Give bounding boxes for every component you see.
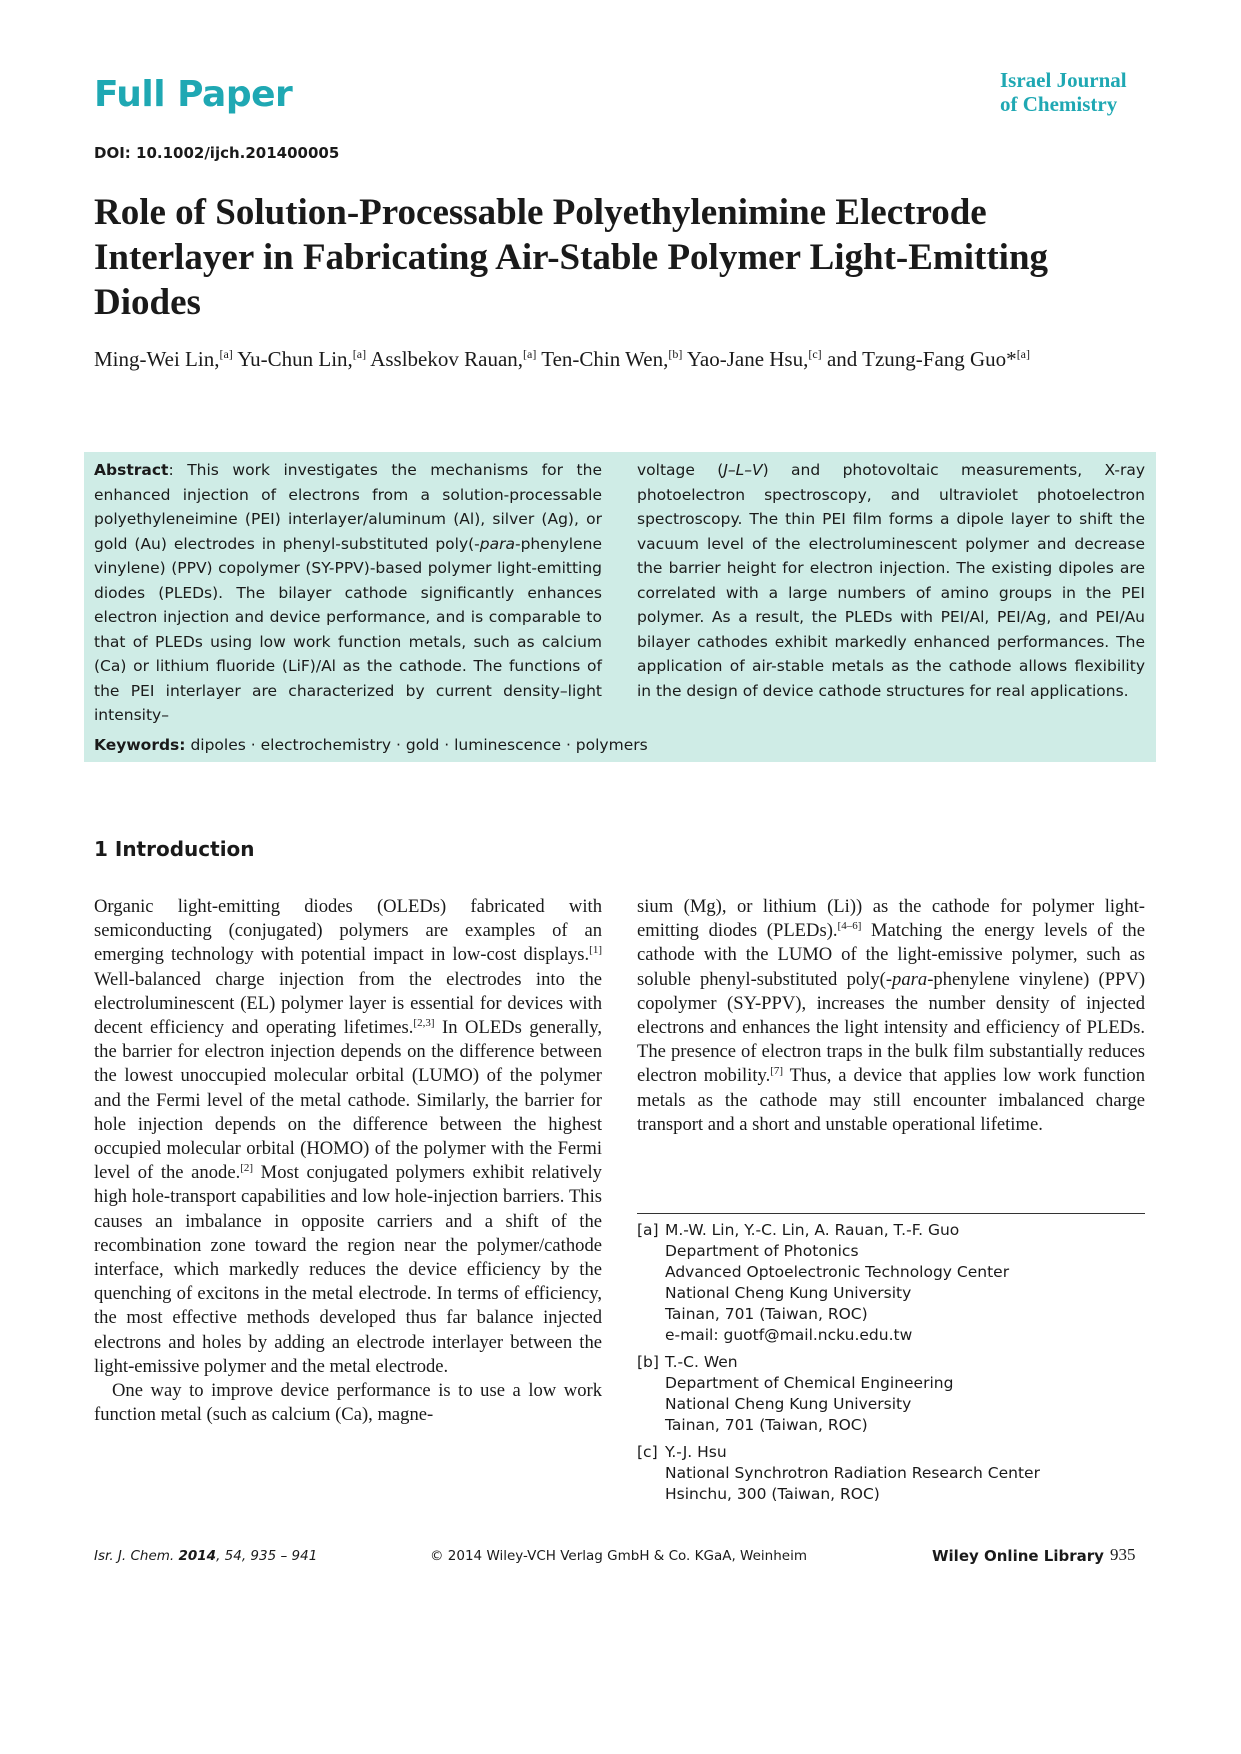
affiliation-tag: [c] [637,1443,658,1461]
keywords [94,736,648,754]
section-label: Full Paper [94,74,293,115]
body-column-2 [637,895,1145,1137]
keywords-text: dipoles · electrochemistry · gold · luminescence · polymers [190,736,648,754]
doi[interactable]: DOI: 10.1002/ijch.201400005 [94,144,340,162]
journal-name-line2: of Chemistry [1000,92,1118,116]
citation-ref[interactable]: [2] [240,1162,254,1175]
paper-title: Role of Solution-Processable Polyethylenimine Electrode Interlayer in Fabricating Air-Stable Polymer Light-Emitting Diodes [94,192,1049,323]
author: Ten-Chin Wen,[b] [541,347,683,371]
paragraph: One way to improve device performance is to use a low work function metal (such as calcium (Ca), magne- [94,1380,602,1426]
affiliation-b: [b] T.-C. Wen Department of Chemical Engineering National Cheng Kung University Tainan, 701 (Taiwan, ROC) [637,1353,954,1434]
email-link[interactable]: e-mail: guotf@mail.ncku.edu.tw [665,1326,913,1344]
author: Ming-Wei Lin,[a] [94,347,233,371]
author-list [94,346,1094,373]
author: Yu-Chun Lin,[a] [237,347,367,371]
citation-ref[interactable]: [4–6] [837,920,862,933]
footer-library-link[interactable]: Wiley Online Library [932,1547,1104,1565]
author: and Tzung-Fang Guo*[a] [826,347,1031,371]
citation-ref[interactable]: [1] [589,944,602,957]
citation-ref[interactable]: [2,3] [413,1016,435,1029]
footer-citation: Isr. J. Chem. 2014, 54, 935 – 941 [94,1548,318,1564]
author: Asslbekov Rauan,[a] [370,347,537,371]
affiliation-a: [a] M.-W. Lin, Y.-C. Lin, A. Rauan, T.-F. Guo Department of Photonics Advanced Optoelectronic Technology Center National Cheng Kung University Tainan, 701 (Taiwan, ROC) e-mail: guotf@mail.ncku.edu.tw [637,1220,1145,1346]
affiliation-divider [637,1213,1145,1214]
journal-name-line1: Israel Journal [1000,68,1127,92]
paragraph: Organic light-emitting diodes (OLEDs) fabricated with semiconducting (conjugated) polymers are examples of an emerging technology with potential impact in low-cost displays.[1] Well-balanced charge injection from the electrodes into the electroluminescent (EL) polymer layer is essential for devices with decent efficiency and operating lifetimes.[2,3] In OLEDs generally, the barrier for electron injection depends on the difference between the lowest unoccupied molecular orbital (LUMO) of the polymer and the Fermi level of the metal cathode. Similarly, the barrier for hole injection depends on the difference between the highest occupied molecular orbital (HOMO) of the polymer with the Fermi level of the anode.[2] Most conjugated polymers exhibit relatively high hole-transport capabilities and low hole-injection barriers. This causes an imbalance in opposite carriers and a shift of the recombination zone toward the region near the polymer/cathode interface, which markedly reduces the device efficiency by the quenching of excitons in the metal electrode. In terms of efficiency, the most effective methods developed thus far balance injected electrons and holes by adding an electrode interlayer between the light-emissive polymer and the metal electrode. [94,896,602,1377]
intro-heading: 1 Introduction [94,837,255,861]
page-number: 935 [1110,1545,1136,1564]
keywords-label: Keywords: [94,736,186,754]
affiliation-tag: [b] [637,1353,659,1371]
abstract-column-1: Abstract: This work investigates the mechanisms for the enhanced injection of electrons from a solution-processable polyethyleneimine (PEI) interlayer/aluminum (Al), silver (Ag), or gold (Au) electrodes in phenyl-substituted poly(-para-phenylene vinylene) (PPV) copolymer (SY-PPV)-based polymer light-emitting diodes (PLEDs). The bilayer cathode significantly enhances electron injection and device performance, and is comparable to that of PLEDs using low work function metals, such as calcium (Ca) or lithium fluoride (LiF)/Al as the cathode. The functions of the PEI interlayer are characterized by current density–light intensity– [94,461,602,724]
citation-ref[interactable]: [7] [770,1065,784,1078]
abstract-label: Abstract [94,461,169,479]
body-column-1 [94,895,602,1427]
paragraph: sium (Mg), or lithium (Li)) as the cathode for polymer light-emitting diodes (PLEDs).[4–6] Matching the energy levels of the cathode with the LUMO of the light-emissive polymer, such as soluble phenyl-substituted poly(-para-phenylene vinylene) (PPV) copolymer (SY-PPV), increases the number density of injected electrons and enhances the light intensity and efficiency of PLEDs. The presence of electron traps in the bulk film substantially reduces electron mobility.[7] Thus, a device that applies low work function metals as the cathode may still encounter imbalanced charge transport and a short and unstable operational lifetime. [637,896,1146,1135]
journal-name [1000,68,1145,116]
abstract-column-2: voltage (J–L–V) and photovoltaic measurements, X-ray photoelectron spectroscopy, and ultraviolet photoelectron spectroscopy. The thin PEI film forms a dipole layer to shift the vacuum level of the electroluminescent polymer and decrease the barrier height for electron injection. The existing dipoles are correlated with a large numbers of amino groups in the PEI polymer. As a result, the PLEDs with PEI/Al, PEI/Ag, and PEI/Au bilayer cathodes exhibit markedly enhanced performances. The application of air-stable metals as the cathode allows flexibility in the design of device cathode structures for real applications. [637,461,1145,700]
footer-copyright: © 2014 Wiley-VCH Verlag GmbH & Co. KGaA, Weinheim [430,1548,807,1564]
affiliation-tag: [a] [637,1221,659,1239]
author: Yao-Jane Hsu,[c] [686,347,822,371]
affiliation-c: [c] Y.-J. Hsu National Synchrotron Radiation Research Center Hsinchu, 300 (Taiwan, ROC) [637,1443,1040,1503]
